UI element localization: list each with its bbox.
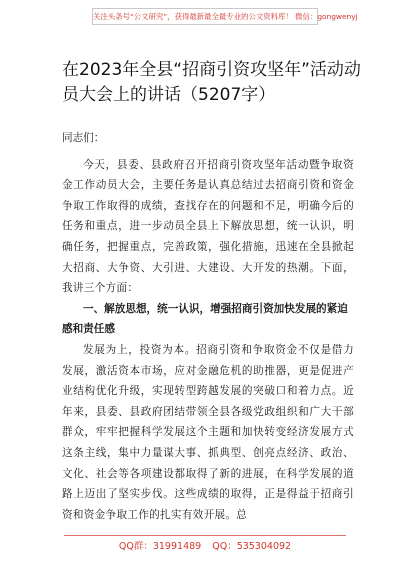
- header-banner: 关注头条号“公文研究”，获得最新最全最专业的公文资料库！ 微信：gongwenyj: [92, 8, 318, 25]
- document-body: [62, 128, 354, 525]
- section-paragraph: 发展为上，投资为本。招商引资和争取资金不仅是借力发展，激活资本市场，应对金融危机的助推器，更是促进产业结构优化升级，实现转型跨越发展的突破口和着力点。近年来，县委、县政府团结带领全县各级党政组织和广大干部群众，牢牢把握科学发展这个主题和加快转变经济发展方式这条主线，集中力量谋大事、抓典型、创亮点经济、政治、文化、社会等各项建设都取得了新的进展，在科学发展的道路上迈出了坚实步伐。这些成绩的取得，正是得益于招商引资和资金争取工作的扎实有效开展。总: [62, 343, 354, 521]
- intro-paragraph: 今天，县委、县政府召开招商引资攻坚年活动暨争取资金工作动员大会，主要任务是认真总结过去招商引资和资金争取工作取得的成绩，查找存在的问题和不足，明确今后的任务和重点，进一步动员全县上下解放思想，统一认识，明确任务，把握重点，完善政策，强化措施，迅速在全县掀起大招商、大争资、大引进、大建设、大开发的热潮。下面，我讲三个方面：: [62, 158, 354, 295]
- footer-qq-contact: QQ：535304092: [212, 541, 292, 552]
- document-title: 在2023年全县“招商引资攻坚年”活动动员大会上的讲话（5207字）: [62, 60, 361, 105]
- salutation: 同志们：: [62, 132, 105, 144]
- footer-qq-group: QQ群：31991489: [118, 541, 202, 552]
- section-heading: 一、解放思想，统一认识，增强招商引资加快发展的紧迫感和责任感: [62, 302, 348, 336]
- footer-contact: [64, 535, 346, 552]
